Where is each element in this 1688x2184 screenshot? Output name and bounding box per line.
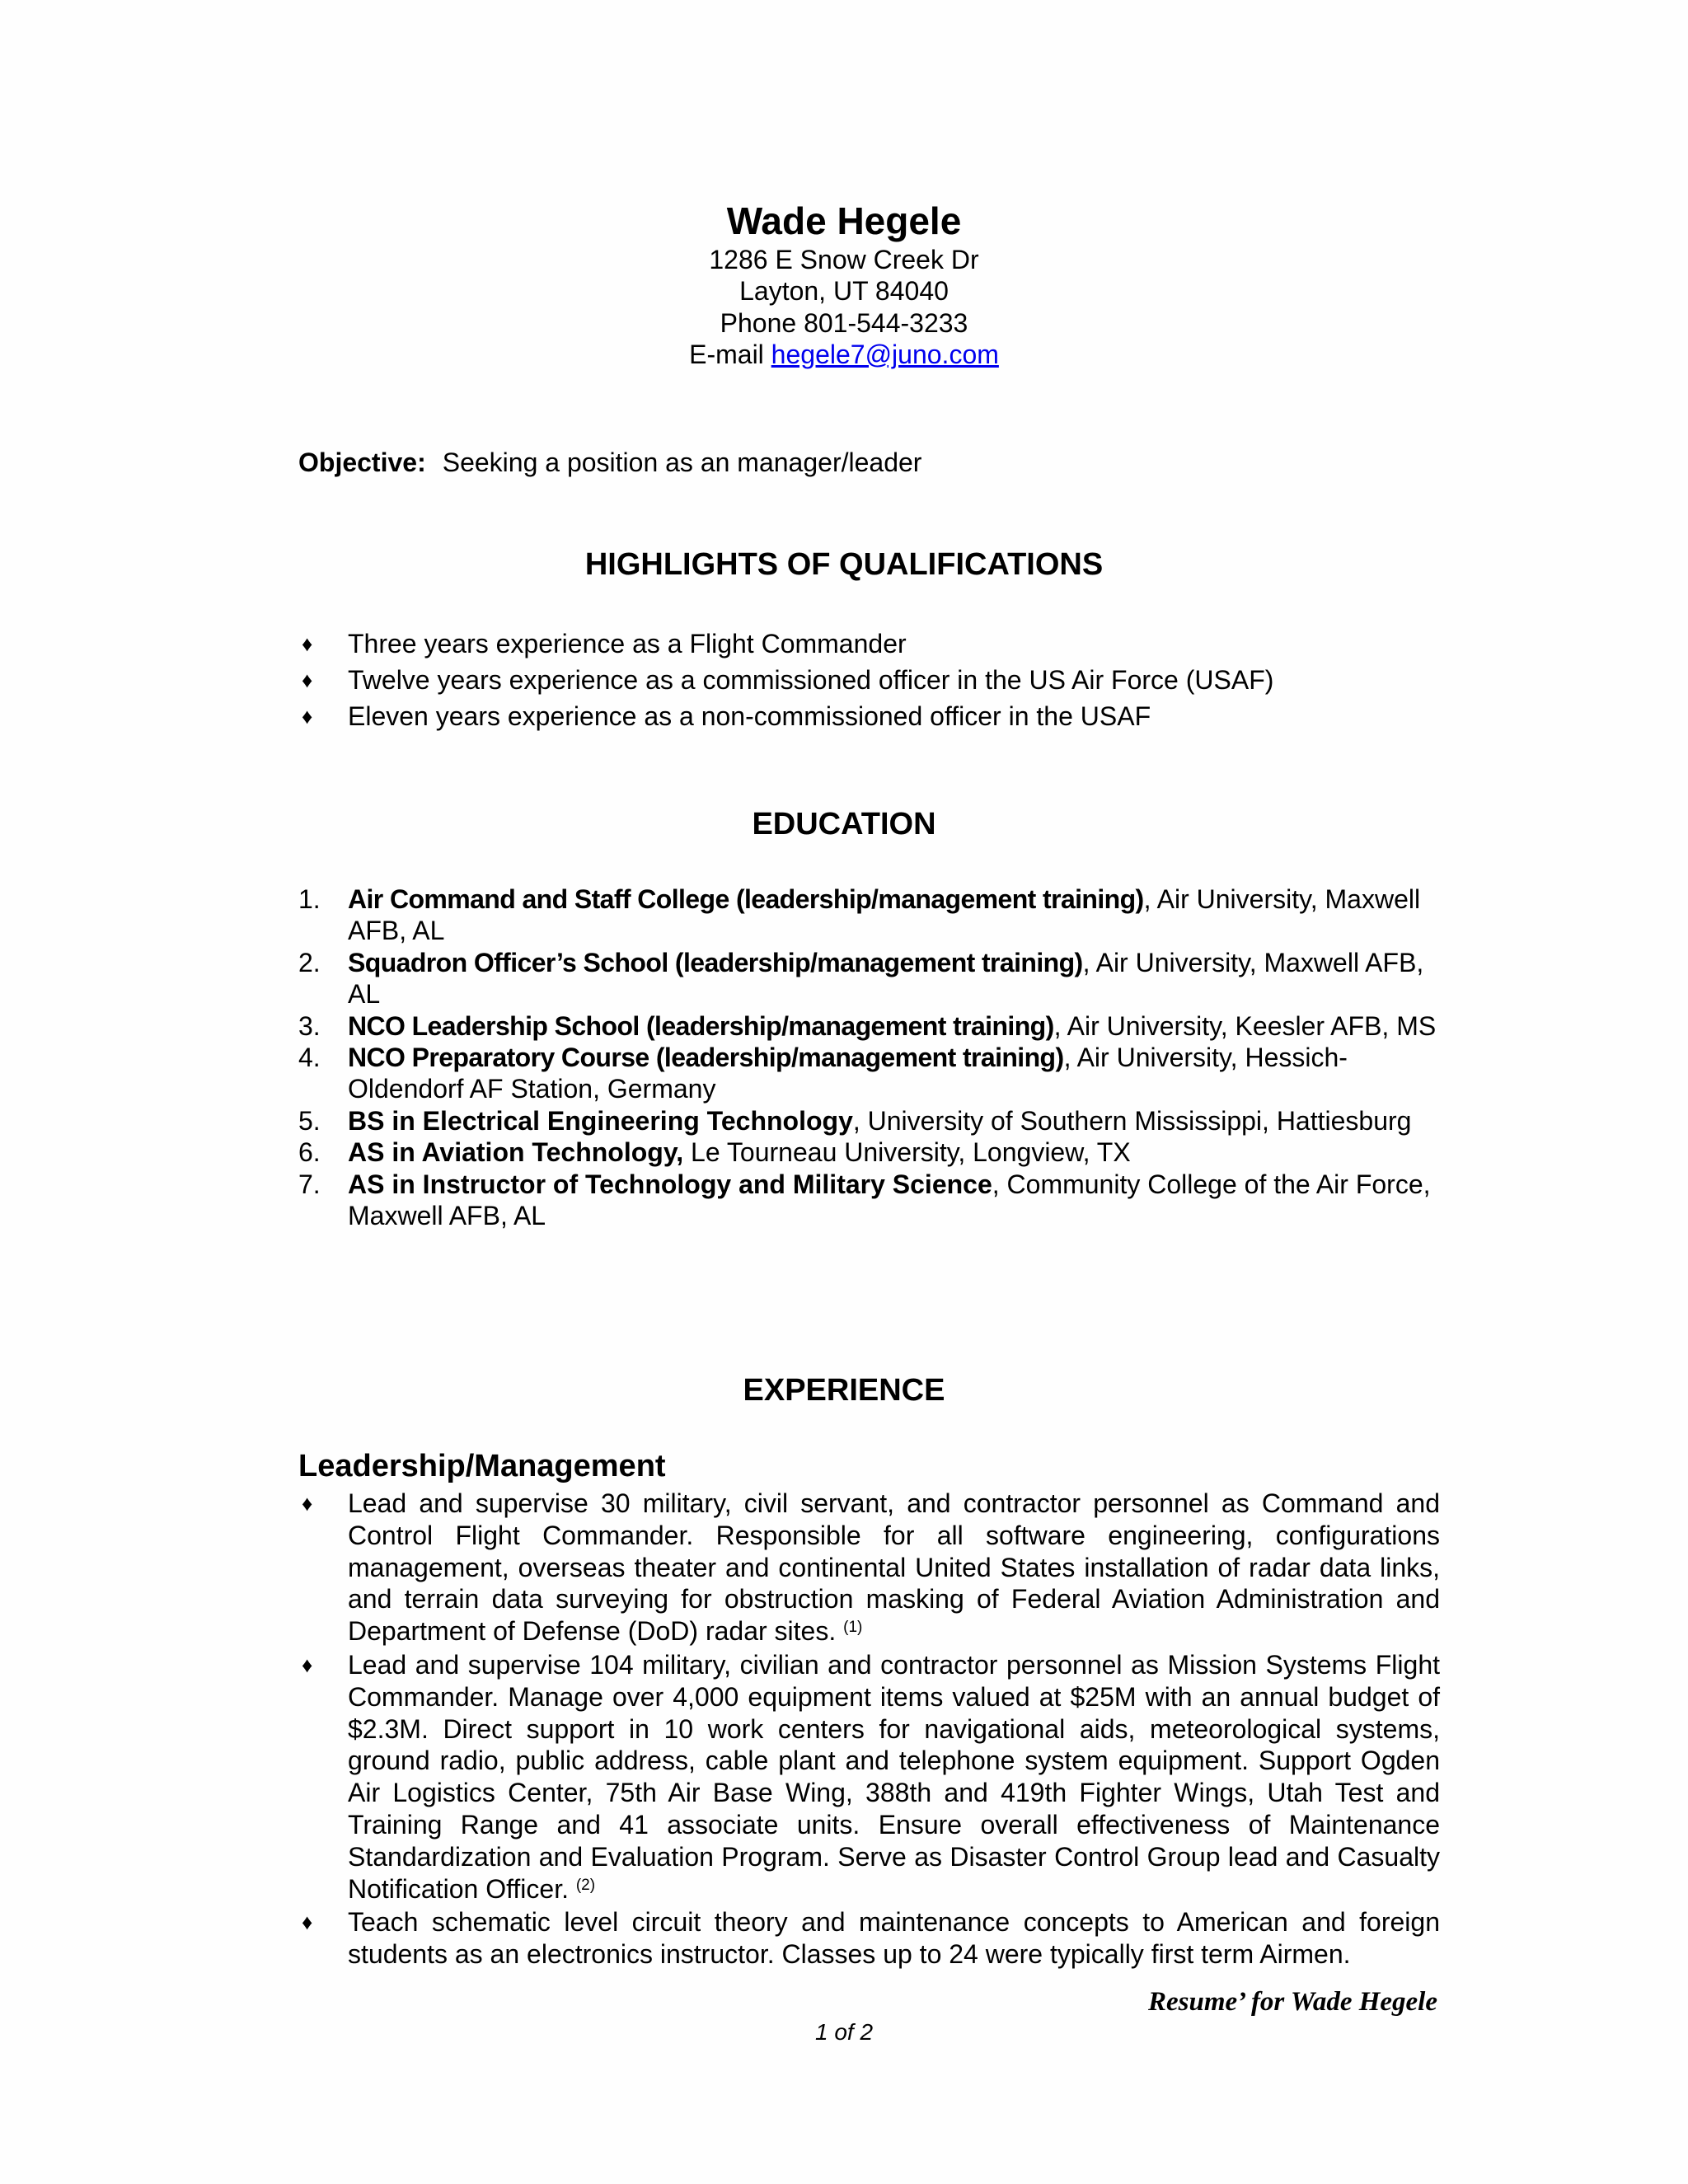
list-number: 3. <box>298 1010 321 1041</box>
degree-title: NCO Leadership School (leadership/management training) <box>348 1010 1054 1041</box>
experience-list <box>298 1488 1440 1972</box>
institution: Le Tourneau University, Longview, TX <box>683 1137 1131 1168</box>
diamond-bullet-icon: ♦ <box>302 1652 313 1677</box>
qualifications-heading: HIGHLIGHTS OF QUALIFICATIONS <box>584 547 1104 582</box>
institution: , University of Southern Mississippi, Hattiesburg <box>852 1105 1412 1136</box>
list-number: 7. <box>298 1169 321 1199</box>
objective-label: Objective: <box>298 448 426 477</box>
experience-text: Teach schematic level circuit theory and maintenance concepts to American and foreign students as an electronics instructor. Classes up to 24 were typically first term Airmen. <box>348 1907 1440 1970</box>
list-item <box>298 1169 1440 1232</box>
list-number: 4. <box>298 1043 321 1073</box>
experience-heading: EXPERIENCE <box>743 1373 945 1408</box>
list-item <box>298 1010 1440 1042</box>
list-item <box>298 1105 1440 1137</box>
footnote-marker: (1) <box>843 1619 863 1637</box>
diamond-bullet-icon: ♦ <box>302 1910 313 1935</box>
list-item <box>298 883 1440 947</box>
education-list <box>298 883 1440 1231</box>
email-line <box>0 339 1688 370</box>
page-number: 1 of 2 <box>814 2019 874 2045</box>
list-item <box>298 1906 1440 1971</box>
list-item: ♦ Three years experience as a Flight Commander <box>298 626 1440 662</box>
candidate-name: Wade Hegele <box>726 199 962 242</box>
degree-title: AS in Instructor of Technology and Military Science <box>348 1169 992 1199</box>
list-number: 2. <box>298 947 321 977</box>
diamond-bullet-icon: ♦ <box>302 1491 313 1516</box>
footnote-marker: (2) <box>575 1876 596 1894</box>
objective-text: Seeking a position as an manager/leader <box>442 448 922 477</box>
list-item <box>298 947 1440 1010</box>
list-item <box>298 1649 1440 1905</box>
list-number: 1. <box>298 884 321 914</box>
list-number: 5. <box>298 1105 321 1136</box>
email-link[interactable]: hegele7@juno.com <box>771 340 999 369</box>
address-line-1: 1286 E Snow Creek Dr <box>709 245 979 274</box>
phone-number: Phone 801-544-3233 <box>720 308 968 338</box>
qualifications-list <box>298 626 1440 734</box>
institution: , Community College of the Air Force, Maxwell AFB, AL <box>348 1169 1431 1231</box>
institution: , Air University, Maxwell AFB, AL <box>348 947 1424 1010</box>
diamond-bullet-icon: ♦ <box>302 631 313 656</box>
address-line-2: Layton, UT 84040 <box>739 276 949 306</box>
list-item: ♦ Twelve years experience as a commissioned officer in the US Air Force (USAF) <box>298 662 1440 698</box>
diamond-bullet-icon: ♦ <box>302 704 313 729</box>
objective <box>298 447 921 478</box>
experience-text: Lead and supervise 104 military, civilian and contractor personnel as Mission Systems Flight Commander. Manage over 4,000 equipment items valued at $25M with an annual budget of $2.3M. Direct support in 10 work centers for navigational aids, meteorological systems, ground radio, public address, cable plant and telephone system equipment. Support Ogden Air Logistics Center, 75th Air Base Wing, 388th and 419th Fighter Wings, Utah Test and Training Range and 41 associate units. Ensure overall effectiveness of Maintenance Standardization and Evaluation Program. Serve as Disaster Control Group lead and Casualty Notification Officer. <box>348 1649 1440 1904</box>
email-label: E-mail <box>689 340 771 369</box>
institution: , Air University, Keesler AFB, MS <box>1053 1010 1437 1041</box>
education-heading: EDUCATION <box>752 807 936 841</box>
list-item <box>298 1488 1440 1647</box>
list-item <box>298 1137 1440 1168</box>
degree-title: NCO Preparatory Course (leadership/management training) <box>348 1043 1064 1073</box>
list-item <box>298 1042 1440 1105</box>
degree-title: Squadron Officer’s School (leadership/management training) <box>348 947 1083 977</box>
footer-resume-title: Resume’ for Wade Hegele <box>1147 1987 1437 2017</box>
institution: , Air University, Hessich-Oldendorf AF Station, Germany <box>348 1043 1348 1104</box>
degree-title: BS in Electrical Engineering Technology <box>348 1105 853 1136</box>
degree-title: AS in Aviation Technology, <box>348 1137 684 1168</box>
list-item: ♦ Eleven years experience as a non-commissioned officer in the USAF <box>298 698 1440 734</box>
experience-text: Lead and supervise 30 military, civil servant, and contractor personnel as Command and Control Flight Commander. Responsible for all software engineering, configurations management, overseas theater and continental United States installation of radar data links, and terrain data surveying for obstruction masking of Federal Aviation Administration and Department of Defense (DoD) radar sites. <box>348 1488 1440 1647</box>
list-number: 6. <box>298 1137 321 1168</box>
institution: , Air University, Maxwell AFB, AL <box>348 884 1421 946</box>
degree-title: Air Command and Staff College (leadership/management training) <box>348 884 1144 914</box>
diamond-bullet-icon: ♦ <box>302 668 313 692</box>
experience-subheading: Leadership/Management <box>298 1449 666 1483</box>
